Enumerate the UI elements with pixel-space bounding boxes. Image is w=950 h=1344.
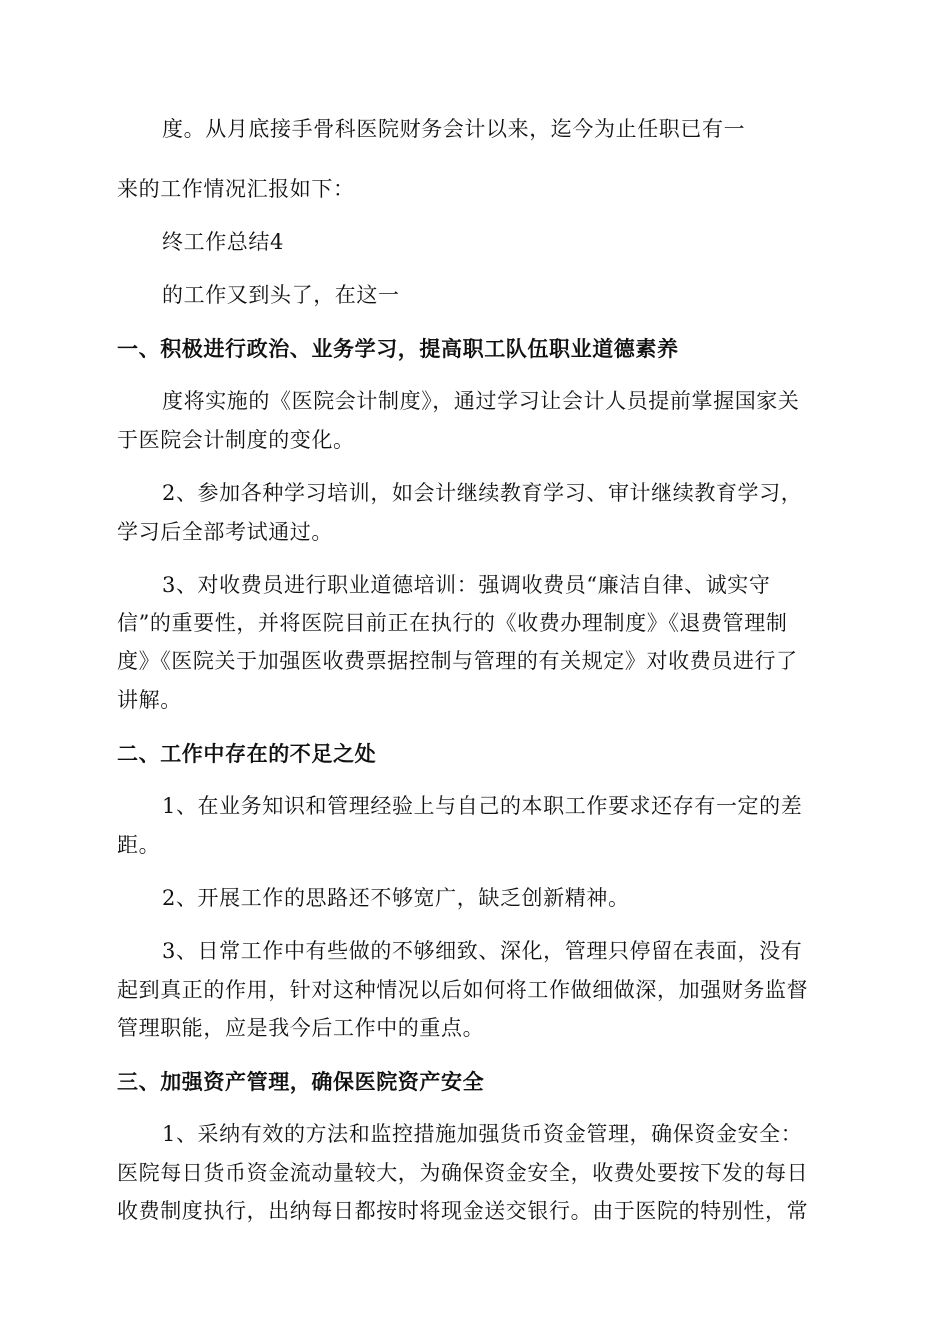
paragraph-line: 终工作总结4: [162, 230, 284, 254]
paragraph-line: 医院每日货币资金流动量较大，为确保资金安全，收费处要按下发的每日: [117, 1161, 809, 1185]
paragraph-line: 3、日常工作中有些做的不够细致、深化，管理只停留在表面，没有: [162, 939, 803, 963]
paragraph-line: 度将实施的《医院会计制度》，通过学习让会计人员提前掌握国家关: [162, 389, 800, 413]
paragraph-line: 2、开展工作的思路还不够宽广，缺乏创新精神。: [162, 886, 630, 910]
paragraph-line: 收费制度执行，出纳每日都按时将现金送交银行。由于医院的特别性，常: [117, 1199, 809, 1223]
section-heading: 一、积极进行政治、业务学习，提高职工队伍职业道德素养: [117, 336, 679, 361]
paragraph-line: 起到真正的作用，针对这种情况以后如何将工作做细做深，加强财务监督: [117, 978, 809, 1002]
section-heading: 二、工作中存在的不足之处: [117, 741, 377, 766]
paragraph-line: 距。: [117, 833, 161, 857]
paragraph-line: 信”的重要性，并将医院目前正在执行的《收费办理制度》《退费管理制: [117, 611, 788, 635]
paragraph-line: 于医院会计制度的变化。: [117, 428, 355, 452]
paragraph-line: 来的工作情况汇报如下：: [117, 177, 355, 201]
paragraph-line: 3、对收费员进行职业道德培训：强调收费员“廉洁自律、诚实守: [162, 573, 771, 597]
paragraph-line: 管理职能，应是我今后工作中的重点。: [117, 1016, 485, 1040]
paragraph-line: 1、在业务知识和管理经验上与自己的本职工作要求还存有一定的差: [162, 794, 803, 818]
paragraph-line: 2、参加各种学习培训，如会计继续教育学习、审计继续教育学习，: [162, 481, 803, 505]
paragraph-line: 讲解。: [117, 688, 182, 712]
paragraph-line: 学习后全部考试通过。: [117, 520, 333, 544]
paragraph-line: 1、采纳有效的方法和监控措施加强货币资金管理，确保资金安全：: [162, 1122, 803, 1146]
section-heading: 三、加强资产管理，确保医院资产安全: [117, 1069, 485, 1094]
paragraph-line: 的工作又到头了，在这一: [162, 283, 400, 307]
paragraph-line: 度。从月底接手骨科医院财务会计以来，迄今为止任职已有一: [162, 117, 746, 141]
paragraph-line: 度》《医院关于加强医收费票据控制与管理的有关规定》对收费员进行了: [117, 649, 798, 673]
